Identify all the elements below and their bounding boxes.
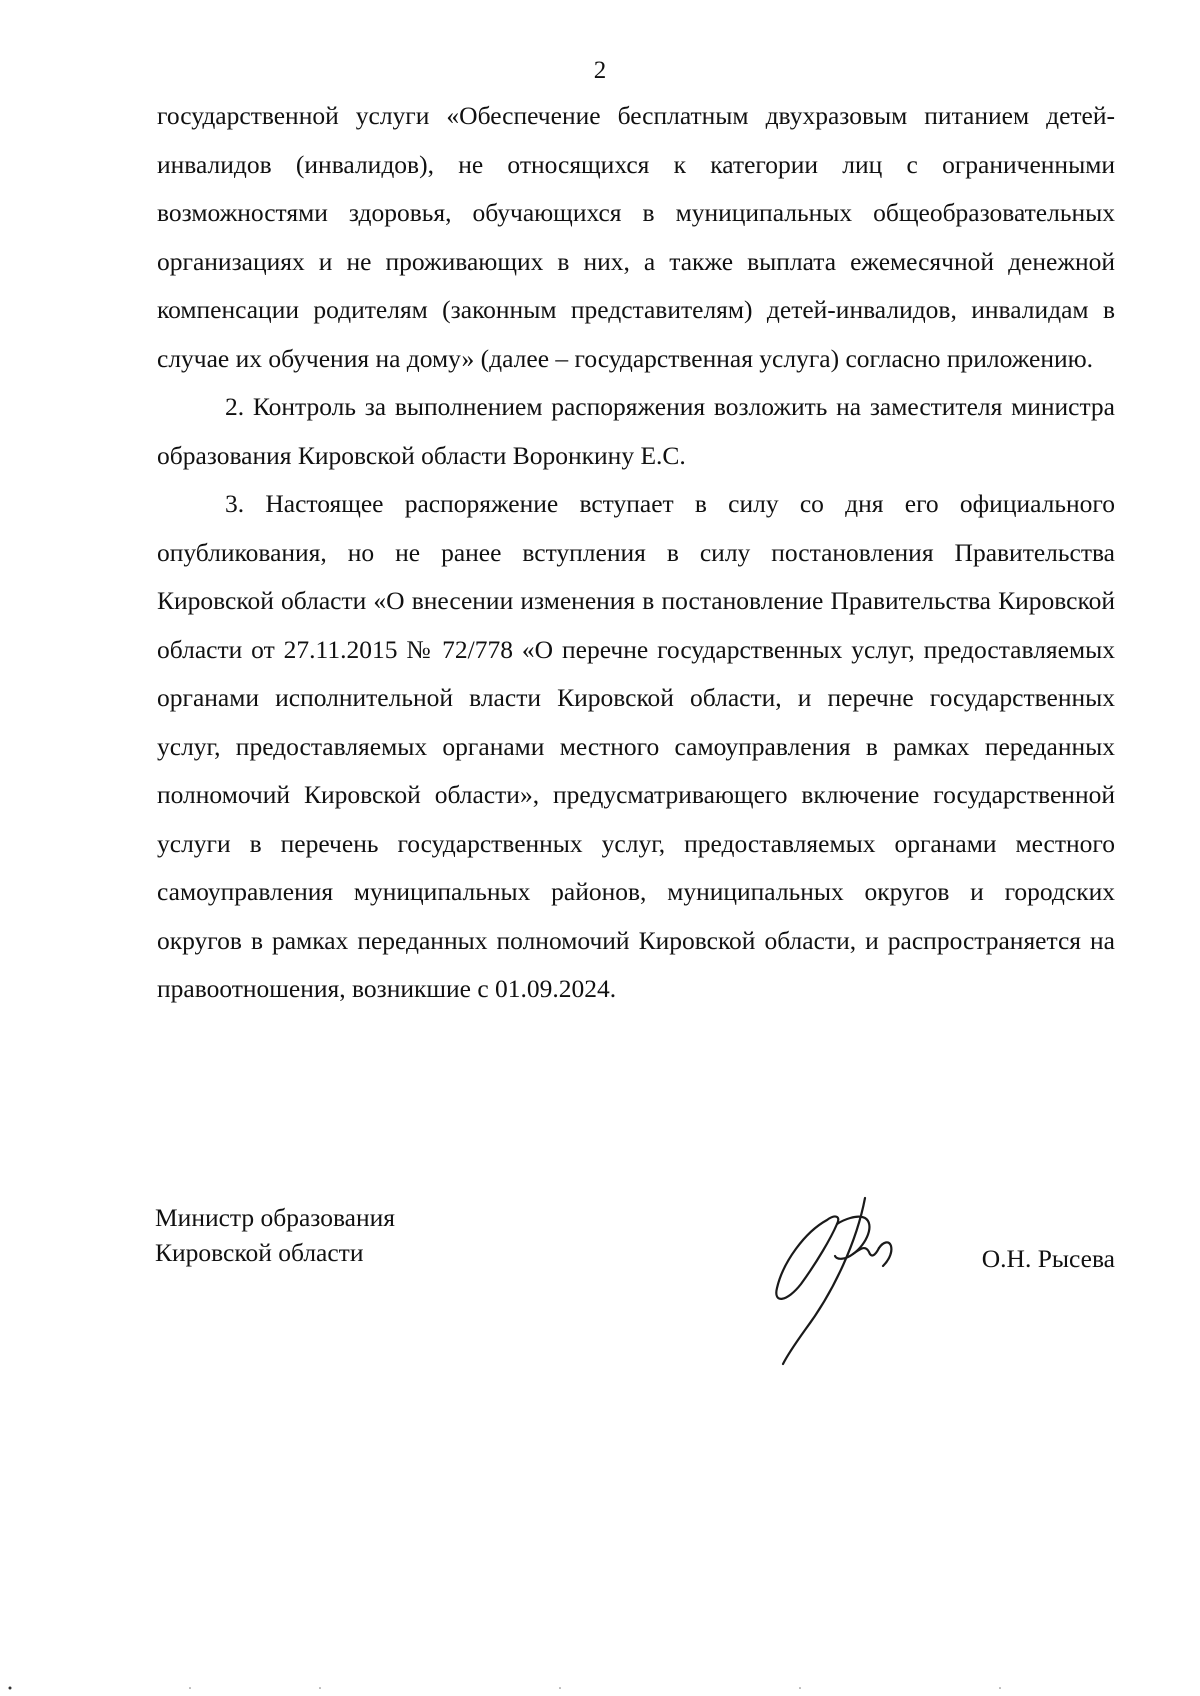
handwritten-signature-icon xyxy=(765,1180,905,1370)
signer-title xyxy=(155,1200,395,1270)
paragraph-continuation: государственной услуги «Обеспечение бесплатным двухразовым питанием детей-инвалидов (инвалидов), не относящихся к категории лиц с ограниченными возможностями здоровья, обучающихся в муниципальных общеобразовательных организациях и не проживающих в них, а также выплата ежемесячной денежной компенсации родителям (законным представителям) детей-инвалидов, инвалидам в случае их обучения на дому» (далее – государственная услуга) согласно приложению. xyxy=(157,101,1115,373)
signer-name: О.Н. Рысева xyxy=(981,1244,1115,1273)
signature-block xyxy=(155,1200,1115,1400)
paragraph-item-2: 2. Контроль за выполнением распоряжения возложить на заместителя министра образования Кировской области Воронкину Е.С. xyxy=(157,392,1115,470)
page-number: 2 xyxy=(593,57,607,84)
signer-title-line-2: Кировской области xyxy=(155,1238,364,1267)
paragraph-item-3: 3. Настоящее распоряжение вступает в силу со дня его официального опубликования, но не ранее вступления в силу постановления Правительства Кировской области «О внесении изменения в постановление Правительства Кировской области от 27.11.2015 № 72/778 «О перечне государственных услуг, предоставляемых органами исполнительной власти Кировской области, и перечне государственных услуг, предоставляемых органами местного самоуправления в рамках переданных полномочий Кировской области», предусматривающего включение государственной услуги в перечень государственных услуг, предоставляемых органами местного самоуправления муниципальных районов, муниципальных округов и городских округов в рамках переданных полномочий Кировской области, и распространяется на правоотношения, возникшие с 01.09.2024. xyxy=(157,489,1115,1003)
document-body xyxy=(157,92,1115,1014)
scan-edge-marks xyxy=(0,1686,1200,1690)
signer-title-line-1: Министр образования xyxy=(155,1203,396,1232)
